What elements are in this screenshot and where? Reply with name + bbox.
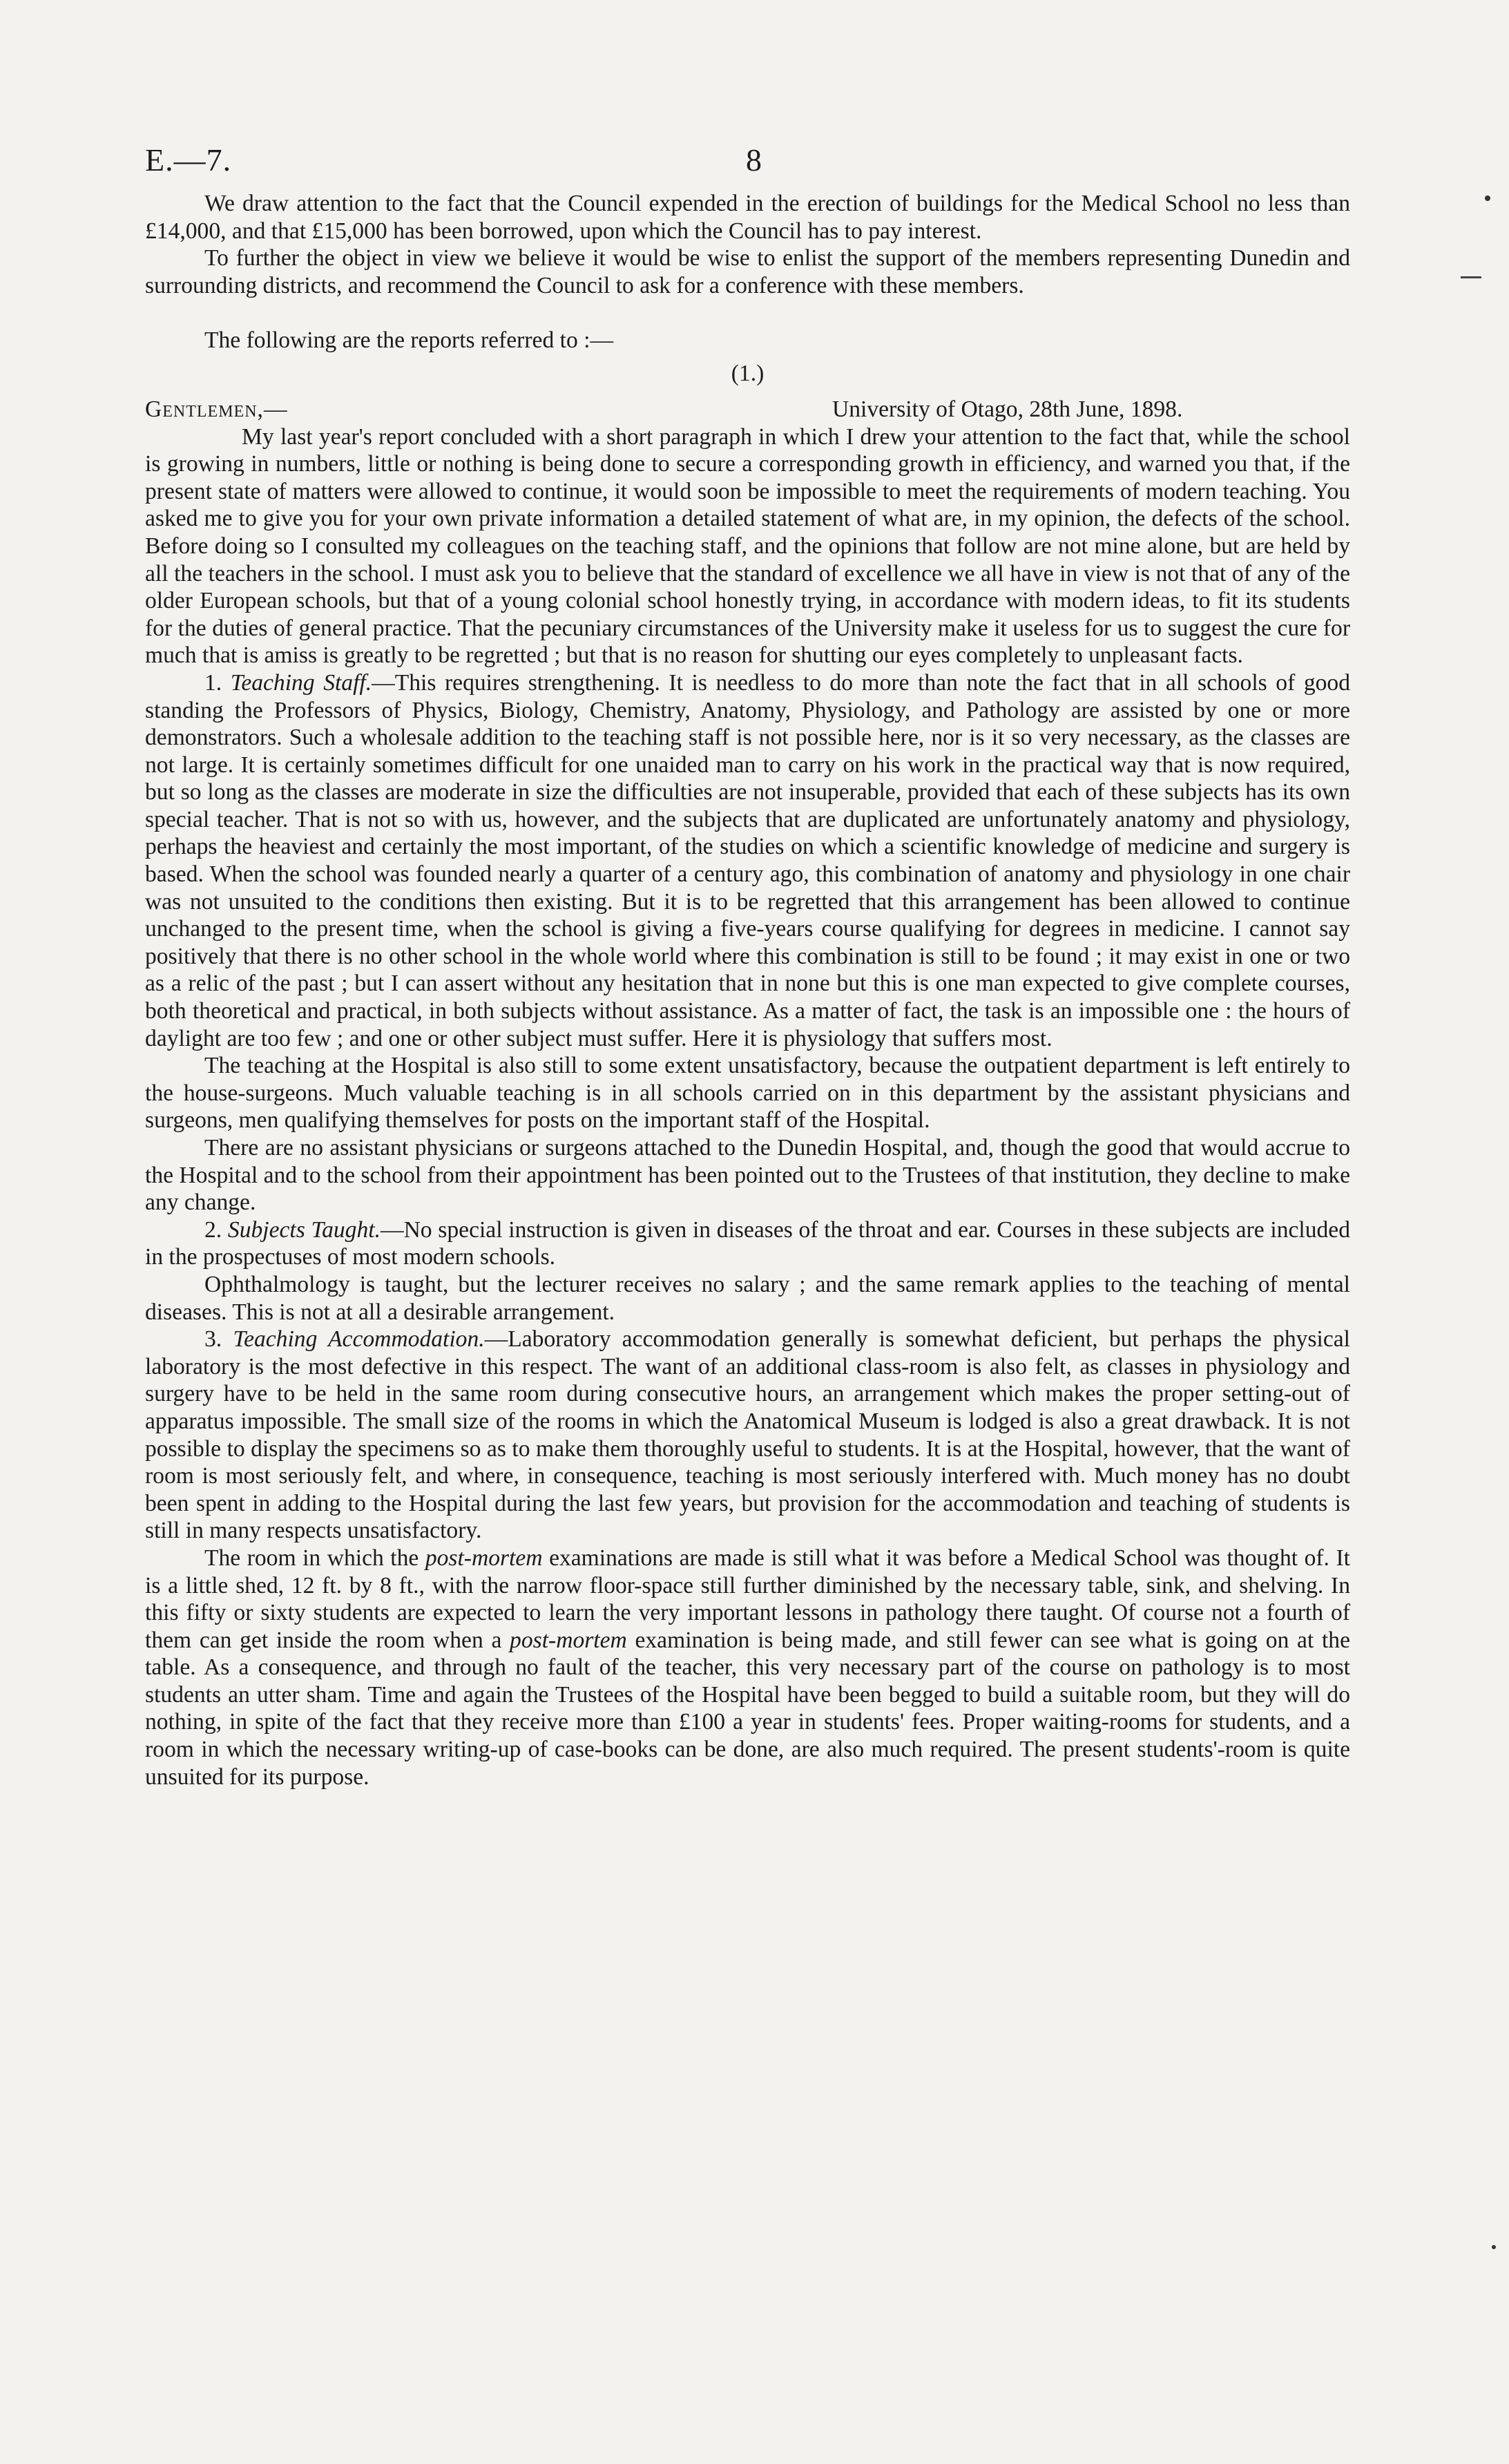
paragraph-post-mortem-room: The room in which the post-mortem examinations are made is still what it was before a Medical School was thought of. It is a little shed, 12 ft. by 8 ft., with the narrow floor-space still further diminished by the necessary table, sink, and shelving. In this fifty or sixty students are expected to learn the very important lessons in pathology there taught. Of course not a fourth of them can get inside the room when a post-mortem examination is being made, and still fewer can see what is going on at the table. As a consequence, and through no fault of the teacher, this very necessary part of the course on pathology is to most students an utter sham. Time and again the Trustees of the Hospital have been begged to build a suitable room, but they will do nothing, in spite of the fact that they receive more than £100 a year in students' fees. Proper waiting-rooms for students, and a room in which the necessary writing-up of case-books can be done, are also much required. The present students'-room is quite unsuited for its purpose. [145,1545,1350,1790]
paragraph: Ophthalmology is taught, but the lecturer receives no salary ; and the same remark applies to the teaching of mental diseases. This is not at all a desirable arrangement. [145,1271,1350,1325]
margin-mark [1461,276,1481,278]
paragraph: The teaching at the Hospital is also still to some extent unsatisfactory, because the outpatient department is left entirely to the house-surgeons. Much valuable teaching is in all schools carried on in this department by the assistant physicians and surgeons, men qualifying themselves for posts on the important staff of the Hospital. [145,1053,1350,1134]
margin-dot [1485,195,1490,201]
section-teaching-staff: 1. Teaching Staff.—This requires strengthening. It is needless to do more than note the fact that in all schools of good standing the Professors of Physics, Biology, Chemistry, Anatomy, Physiology, and Pathology are assisted by one or more demonstrators. Such a wholesale addition to the teaching staff is not possible here, nor is it so very necessary, as the classes are not large. It is certainly sometimes difficult for one unaided man to carry on his work in the practical way that is now required, but so long as the classes are moderate in size the difficulties are not insuperable, provided that each of these subjects has its own special teacher. That is not so with us, however, and the subjects that are duplicated are unfortunately anatomy and physiology, perhaps the heaviest and certainly the most important, of the studies on which a scientific knowledge of medicine and surgery is based. When the school was founded nearly a quarter of a century ago, this combination of anatomy and physiology in one chair was not unsuited to the conditions then existing. But it is to be regretted that this arrangement has been allowed to continue unchanged to the present time, when the school is giving a five-years course qualifying for degrees in medicine. I cannot say positively that there is no other school in the whole world where this combination is still to be found ; it may exist in one or two as a relic of the past ; but I can assert without any hesitation that in none but this is one man expected to give complete courses, both theoretical and practical, in both subjects without assistance. As a matter of fact, the task is an impossible one : the hours of daylight are too few ; and one or other subject must suffer. Here it is physiology that suffers most. [145,669,1350,1051]
paragraph: My last year's report concluded with a short paragraph in which I drew your attention to the fact that, while the school is growing in numbers, little or nothing is being done to secure a corresponding growth in efficiency, and warned you that, if the present state of matters were allowed to continue, it would soon be impossible to meet the requirements of modern teaching. You asked me to give you for your own private information a detailed statement of what are, in my opinion, the defects of the school. Before doing so I consulted my colleagues on the teaching staff, and the opinions that follow are not mine alone, but are held by all the teachers in the school. I must ask you to believe that the standard of excellence we all have in view is not that of any of the older European schools, but that of a young colonial school honestly trying, in accordance with modern ideas, to fit its students for the duties of general practice. That the pecuniary circumstances of the University make it useless for us to suggest the cure for much that is amiss is greatly to be regretted ; but that is no reason for shutting our eyes completely to unpleasant facts. [145,423,1350,669]
paragraph: There are no assistant physicians or surgeons attached to the Dunedin Hospital, and, though the good that would accrue to the Hospital and to the school from their appointment has been pointed out to the Trustees of that institution, they decline to make any change. [145,1135,1350,1216]
report-number: (1.) [731,360,765,386]
section-title: Teaching Accommodation. [233,1326,485,1353]
margin-dot [1492,2245,1496,2249]
paragraph: To further the object in view we believe it would be wise to enlist the support of the members representing Dunedin and surrounding districts, and recommend the Council to ask for a conference with these members. [145,245,1350,298]
page-header [145,142,1350,190]
page-number: 8 [746,142,762,178]
section-subjects-taught: 2. Subjects Taught.—No special instruction is given in diseases of the throat and ear. Courses in these subjects are included in the prospectuses of most modern schools. [145,1216,1350,1270]
paragraph: We draw attention to the fact that the Council expended in the erection of buildings for the Medical School no less than £14,000, and that £15,000 has been borrowed, upon which the Council has to pay interest. [145,191,1350,244]
salutation: Gentlemen,— [145,396,288,422]
section-title: Teaching Staff. [230,669,372,696]
reports-intro: The following are the reports referred to :— [204,327,614,354]
address-date: University of Otago, 28th June, 1898. [832,396,1183,422]
document-reference: E.—7. [145,142,232,178]
section-teaching-accommodation: 3. Teaching Accommodation.—Laboratory accommodation generally is somewhat deficient, but perhaps the physical laboratory is the most defective in this respect. The want of an additional class-room is also felt, as classes in physiology and surgery have to be held in the same room during consecutive hours, an arrangement which makes the proper setting-out of apparatus impossible. The small size of the rooms in which the Anatomical Museum is lodged is also a great drawback. It is not possible to display the specimens so as to make them thoroughly useful to students. It is at the Hospital, however, that the want of room is most seriously felt, and where, in consequence, teaching is most seriously interfered with. Much money has no doubt been spent in adding to the Hospital during the last few years, but provision for the accommodation and teaching of students is still in many respects unsatisfactory. [145,1326,1350,1544]
section-title: Subjects Taught. [227,1216,381,1243]
letter-heading [145,396,1350,423]
page [145,142,1350,1790]
